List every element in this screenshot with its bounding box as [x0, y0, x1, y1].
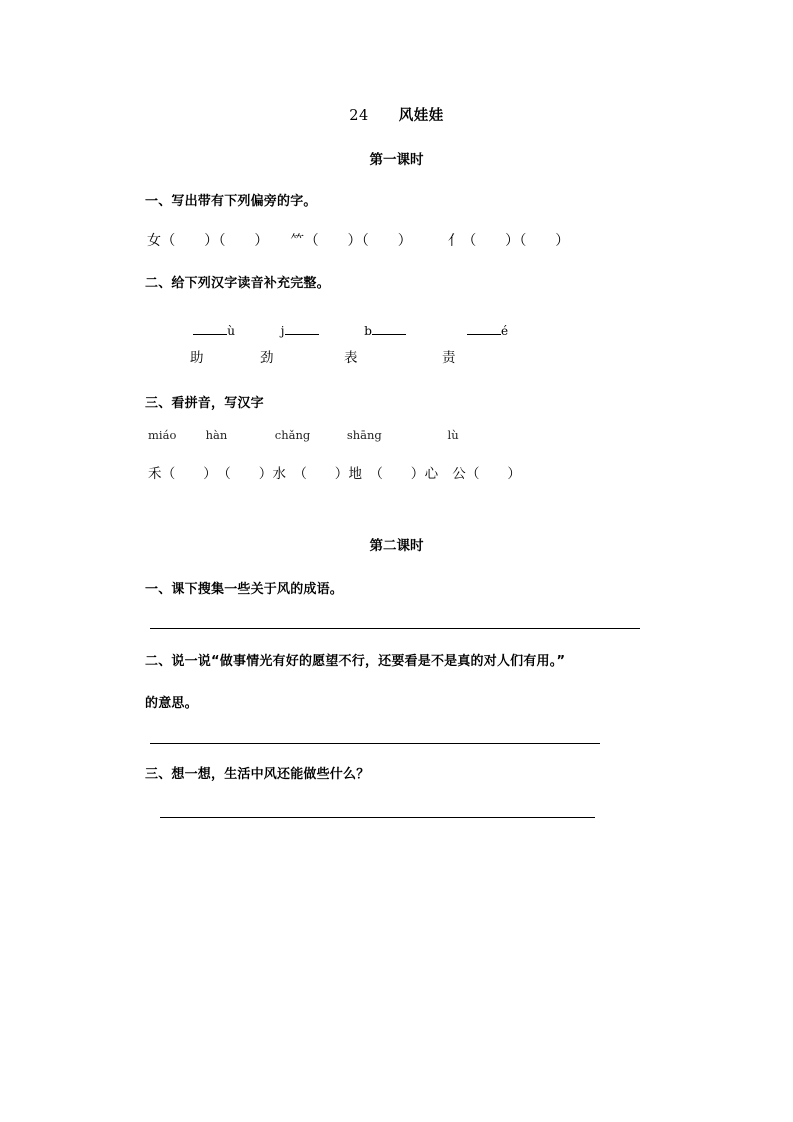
s1-exercise-3-answer-row[interactable]: 禾（ ） （ ）水 （ ）地 （ ）心 公（ ）	[148, 466, 522, 482]
s1-exercise-1-prompt: 一、写出带有下列偏旁的字。	[145, 194, 317, 209]
s1-exercise-2-hanzi-row: 助 劲 表 责	[190, 350, 456, 366]
s2-exercise-2-answer-line[interactable]	[150, 743, 600, 744]
pinyin-prefix-2: j	[280, 324, 285, 339]
pinyin-cell-1[interactable]	[193, 324, 235, 338]
pinyin-blank-3[interactable]	[372, 324, 406, 335]
pinyin-cell-3[interactable]	[364, 324, 406, 338]
s2-exercise-3-answer-line[interactable]	[160, 817, 595, 818]
pinyin-blank-4[interactable]	[467, 324, 501, 335]
s2-exercise-3-prompt: 三、想一想，生活中风还能做些什么？	[145, 767, 370, 782]
pinyin-prefix-3: b	[364, 324, 372, 339]
s1-exercise-3-prompt: 三、看拼音，写汉字	[145, 396, 264, 411]
pinyin-suffix-1: ù	[227, 324, 235, 339]
lesson-number: 24	[349, 108, 369, 124]
pinyin-blank-1[interactable]	[193, 324, 227, 335]
pinyin-suffix-4: é	[501, 324, 509, 339]
pinyin-blank-2[interactable]	[285, 324, 319, 335]
s1-exercise-1-answer-row[interactable]: 女（ ）（ ） ⺮（ ）（ ） 亻（ ）（ ）	[147, 233, 570, 249]
s1-exercise-3-pinyin-row: miáo hàn chǎng shāng lù	[148, 428, 459, 442]
session-2-heading: 第二课时	[369, 538, 424, 554]
s2-exercise-1-answer-line[interactable]	[150, 628, 640, 629]
page-title	[0, 104, 793, 125]
s2-exercise-2-prompt-line2: 的意思。	[145, 696, 198, 711]
s2-exercise-1-prompt: 一、课下搜集一些关于风的成语。	[145, 582, 344, 597]
pinyin-cell-4[interactable]	[467, 324, 508, 338]
lesson-title: 风娃娃	[398, 108, 444, 124]
pinyin-cell-2[interactable]	[281, 324, 319, 338]
session-1-heading: 第一课时	[369, 152, 424, 168]
s2-exercise-2-prompt: 二、说一说“做事情光有好的愿望不行，还要看是不是真的对人们有用。”	[145, 654, 566, 669]
s1-exercise-2-prompt: 二、给下列汉字读音补充完整。	[145, 276, 330, 291]
